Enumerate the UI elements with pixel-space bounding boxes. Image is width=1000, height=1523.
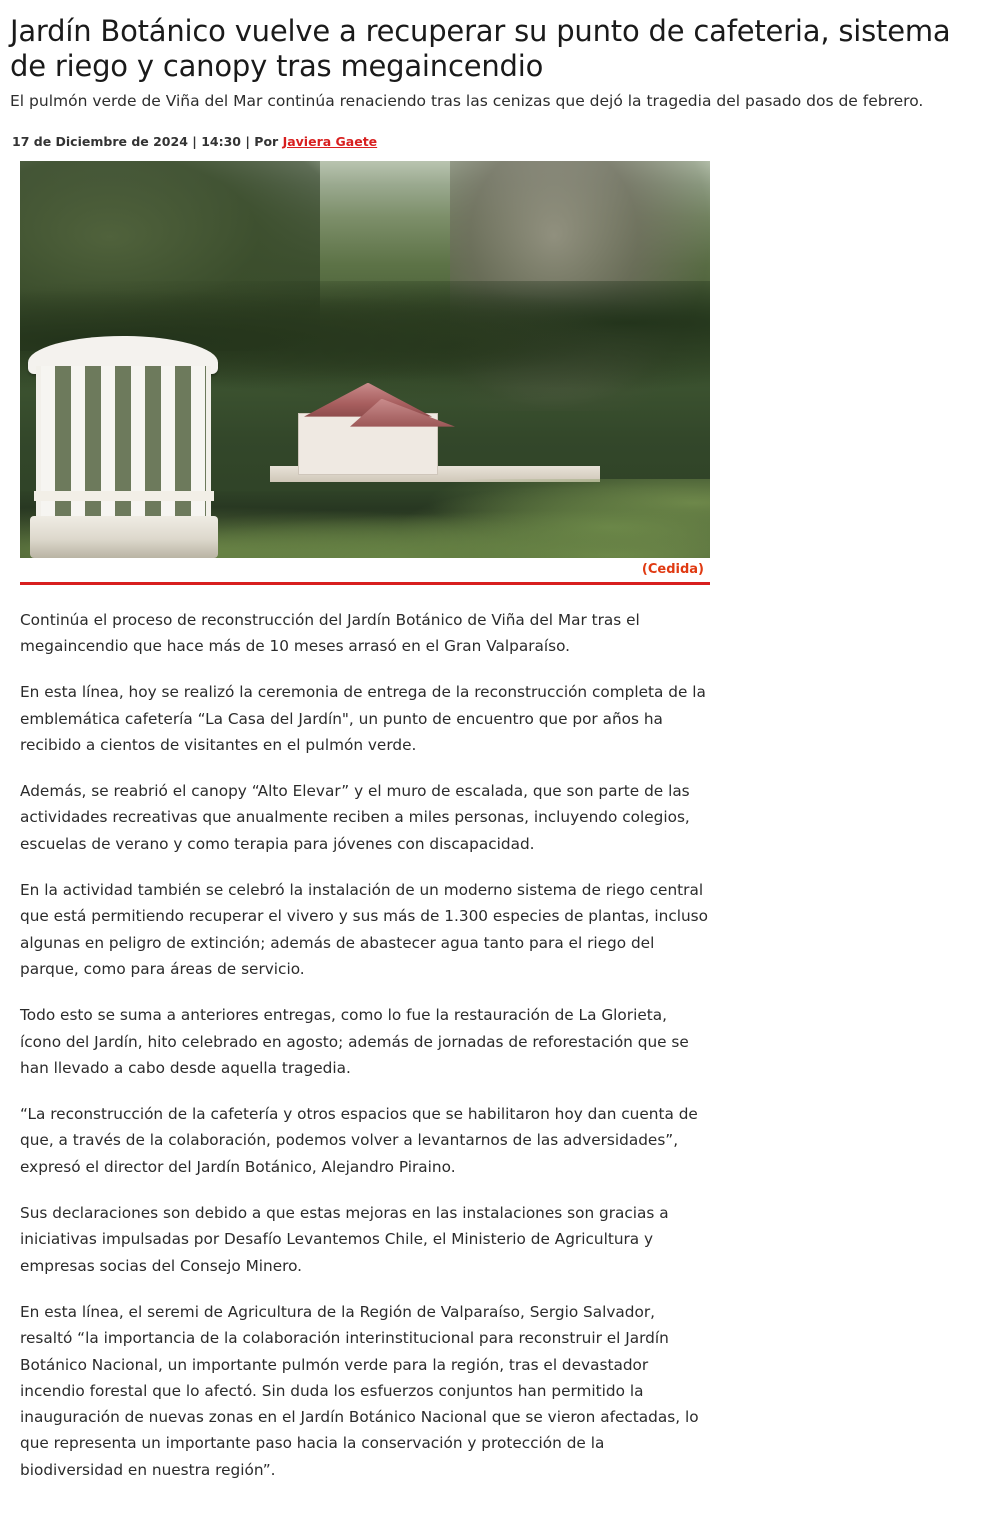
byline-by-label: Por [254, 133, 279, 149]
article-figure [20, 161, 710, 585]
article-paragraph: En esta línea, hoy se realizó la ceremonia de entrega de la reconstrucción completa de la emblemática cafetería “La Casa del Jardín", un punto de encuentro que por años ha recibido a cientos de visitantes en el pulmón verde. [20, 683, 706, 754]
byline-separator-2: | [245, 133, 250, 149]
article-paragraph: Continúa el proceso de reconstrucción del Jardín Botánico de Viña del Mar tras el megaincendio que hace más de 10 meses arrasó en el Gran Valparaíso. [20, 610, 640, 655]
article-paragraph: “La reconstrucción de la cafetería y otros espacios que se habilitaron hoy dan cuenta de que, a través de la colaboración, podemos volver a levantarnos de las adversidades”, expresó el director del Jardín Botánico, Alejandro Piraino. [20, 1105, 698, 1176]
photo-caption [20, 558, 710, 582]
byline-date: 17 de Diciembre de 2024 [12, 133, 188, 149]
article-paragraph: En esta línea, el seremi de Agricultura de la Región de Valparaíso, Sergio Salvador, resaltó “la importancia de la colaboración interinstitucional para reconstruir el Jardín Botánico Nacional, un importante pulmón verde para la región, tras el devastador incendio forestal que lo afectó. Sin duda los esfuerzos conjuntos han permitido la inauguración de nuevas zonas en el Jardín Botánico Nacional que se vieron afectadas, lo que representa un importante paso hacia la conservación y protección de la biodiversidad en nuestra región”. [20, 1302, 699, 1479]
byline [12, 134, 978, 149]
article-paragraph: Además, se reabrió el canopy “Alto Elevar” y el muro de escalada, que son parte de las actividades recreativas que anualmente reciben a miles personas, incluyendo colegios, escuelas de verano y como terapia para jóvenes con discapacidad. [20, 782, 690, 853]
photo-gazebo-base [30, 516, 218, 558]
article-paragraph: Sus declaraciones son debido a que estas mejoras en las instalaciones son gracias a iniciativas impulsadas por Desafío Levantemos Chile, el Ministerio de Agricultura y empresas socias del Consejo Minero. [20, 1204, 669, 1275]
article-photo [20, 161, 710, 558]
byline-author-link[interactable]: Javiera Gaete [282, 133, 378, 149]
article-body [20, 607, 710, 1483]
photo-gazebo-railing [34, 491, 214, 501]
byline-separator-1: | [192, 133, 197, 149]
article-paragraph: En la actividad también se celebró la instalación de un moderno sistema de riego central que está permitiendo recuperar el vivero y sus más de 1.300 especies de plantas, incluso algunas en peligro de extinción; además de abastecer agua tanto para el riego del parque, como para áreas de servicio. [20, 881, 709, 978]
byline-time: 14:30 [201, 133, 241, 149]
page-title: Jardín Botánico vuelve a recuperar su punto de cafeteria, sistema de riego y canopy tras megaincendio [10, 14, 951, 84]
article-paragraph: Todo esto se suma a anteriores entregas, como lo fue la restauración de La Glorieta, ícono del Jardín, hito celebrado en agosto; además de jornadas de reforestación que se han llevado a cabo desde aquella tragedia. [20, 1006, 689, 1077]
article-subheadline: El pulmón verde de Viña del Mar continúa renaciendo tras las cenizas que dejó la tragedia del pasado dos de febrero. [10, 91, 924, 110]
photo-gazebo-columns [36, 366, 211, 536]
photo-credit: (Cedida) [641, 562, 704, 578]
